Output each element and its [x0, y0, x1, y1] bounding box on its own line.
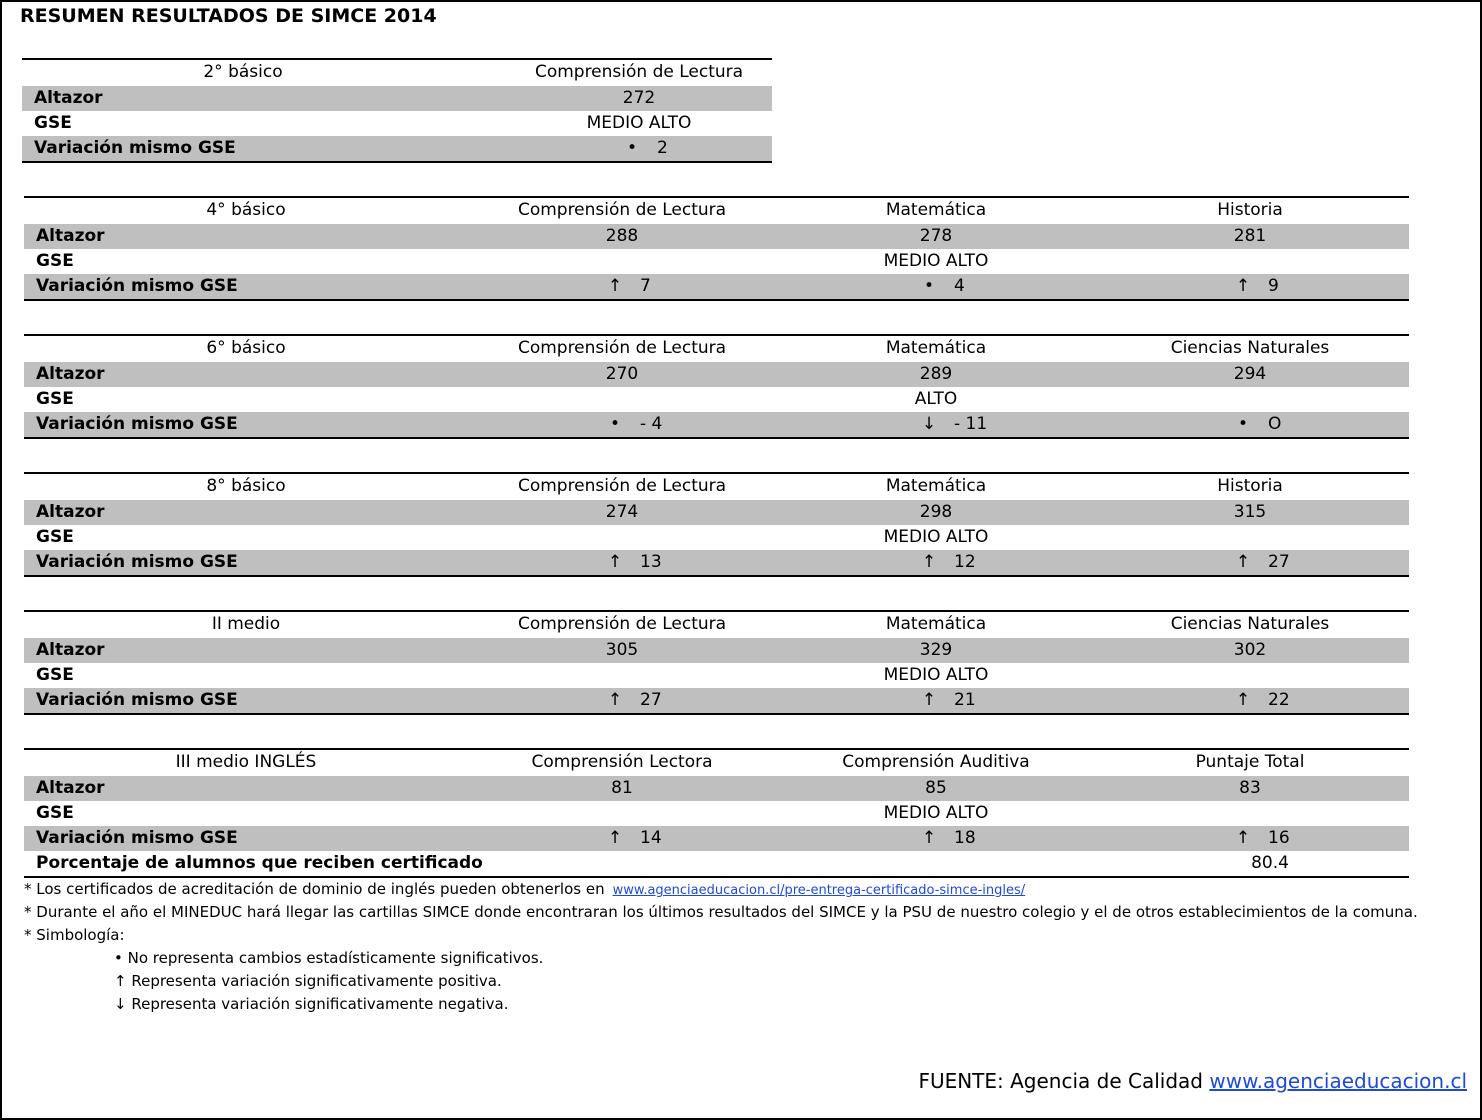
school-score-row [24, 638, 1409, 663]
arrow-up-icon: ↑ [1235, 276, 1251, 296]
score-cell: 278 [919, 226, 953, 246]
score-cell: 85 [925, 778, 947, 798]
variation-cell [1228, 276, 1279, 296]
score-cell: 302 [1233, 640, 1267, 660]
level-label: 4° básico [206, 200, 286, 220]
variation-value: - 11 [954, 414, 988, 434]
source-link[interactable]: www.agenciaeducacion.cl [1209, 1069, 1467, 1093]
variation-cell [1228, 414, 1281, 434]
variation-value: 9 [1268, 276, 1279, 296]
result-table [24, 196, 1409, 301]
subject-header: Comprensión de Lectura [517, 614, 727, 634]
page-title: RESUMEN RESULTADOS DE SIMCE 2014 [20, 5, 437, 27]
variation-row [22, 136, 772, 161]
table-header-row [24, 198, 1409, 224]
row-label-variation: Variación mismo GSE [36, 276, 238, 296]
school-score-row [24, 776, 1409, 801]
score-cell: 329 [919, 640, 953, 660]
subject-header: Historia [1217, 476, 1283, 496]
arrow-up-icon: ↑ [921, 690, 937, 710]
score-cell: 289 [919, 364, 953, 384]
row-label-gse: GSE [36, 251, 74, 271]
source-line [918, 1069, 1467, 1093]
gse-row [22, 111, 772, 136]
school-score-row [22, 86, 772, 111]
score-cell: 315 [1233, 502, 1267, 522]
level-label: 2° básico [203, 62, 283, 82]
subject-header: Puntaje Total [1195, 752, 1305, 772]
source-label: FUENTE: Agencia de Calidad [918, 1069, 1203, 1093]
row-label-school: Altazor [36, 778, 105, 798]
subject-header: Matemática [885, 476, 987, 496]
row-label-gse: GSE [36, 665, 74, 685]
gse-value: MEDIO ALTO [883, 527, 989, 547]
arrow-up-icon: ↑ [607, 552, 623, 572]
row-label-variation: Variación mismo GSE [34, 138, 236, 158]
variation-cell [600, 828, 662, 848]
variation-row [24, 826, 1409, 851]
variation-cell [600, 552, 662, 572]
certificate-link[interactable]: www.agenciaeducacion.cl/pre-entrega-certificado-simce-ingles/ [612, 883, 1026, 898]
variation-value: 27 [640, 690, 662, 710]
school-score-row [24, 362, 1409, 387]
note-symbology: * Simbología: [24, 926, 125, 944]
table-header-row [24, 750, 1409, 776]
variation-cell [914, 276, 965, 296]
variation-cell [914, 414, 987, 434]
gse-value: MEDIO ALTO [883, 251, 989, 271]
subject-header: Comprensión de Lectura [534, 62, 744, 82]
table-header-row [22, 60, 772, 86]
row-label-variation: Variación mismo GSE [36, 690, 238, 710]
variation-value: 21 [954, 690, 976, 710]
variation-value: 13 [640, 552, 662, 572]
variation-value: 7 [640, 276, 651, 296]
variation-value: 27 [1268, 552, 1290, 572]
gse-value: MEDIO ALTO [883, 803, 989, 823]
arrow-up-icon: ↑ [921, 552, 937, 572]
variation-cell [1228, 828, 1290, 848]
variation-value: 2 [657, 138, 668, 158]
row-label-gse: GSE [36, 389, 74, 409]
variation-value: 4 [954, 276, 965, 296]
row-label-gse: GSE [34, 113, 72, 133]
level-label: III medio INGLÉS [175, 752, 317, 772]
table-header-row [24, 612, 1409, 638]
bullet-icon: • [1237, 414, 1249, 434]
note-mineduc: * Durante el año el MINEDUC hará llegar las cartillas SIMCE donde encontraran los últimos resultados del SIMCE y la PSU de nuestro colegio y el de otros establecimientos de la comuna. [24, 903, 1418, 921]
variation-cell [914, 690, 976, 710]
variation-row [24, 412, 1409, 437]
certificate-row [24, 851, 1409, 876]
variation-value: 12 [954, 552, 976, 572]
subject-header: Comprensión Lectora [531, 752, 713, 772]
result-table [24, 472, 1409, 577]
row-label-school: Altazor [34, 88, 103, 108]
table-header-row [24, 336, 1409, 362]
variation-cell [600, 690, 662, 710]
row-label-school: Altazor [36, 502, 105, 522]
subject-header: Matemática [885, 338, 987, 358]
gse-row [24, 249, 1409, 274]
note-certificates-text: * Los certificados de acreditación de dominio de inglés pueden obtenerlos en [24, 880, 605, 898]
row-label-variation: Variación mismo GSE [36, 552, 238, 572]
score-cell: 270 [605, 364, 639, 384]
gse-value: MEDIO ALTO [883, 665, 989, 685]
arrow-up-icon: ↑ [1235, 552, 1251, 572]
subject-header: Matemática [885, 200, 987, 220]
score-cell: 288 [605, 226, 639, 246]
subject-header: Comprensión de Lectura [517, 476, 727, 496]
result-table [22, 58, 772, 163]
arrow-up-icon: ↑ [607, 690, 623, 710]
level-label: 8° básico [206, 476, 286, 496]
bullet-icon: • [609, 414, 621, 434]
variation-value: 16 [1268, 828, 1290, 848]
arrow-down-icon: ↓ [921, 414, 937, 434]
bullet-icon: • [923, 276, 935, 296]
legend-negative: ↓ Representa variación significativamente negativa. [114, 995, 509, 1013]
variation-row [24, 550, 1409, 575]
row-label-variation: Variación mismo GSE [36, 414, 238, 434]
legend-no-change: • No representa cambios estadísticamente significativos. [114, 949, 544, 967]
gse-row [24, 663, 1409, 688]
legend-positive: ↑ Representa variación significativamente positiva. [114, 972, 502, 990]
bullet-icon: • [626, 138, 638, 158]
note-certificates [24, 880, 1025, 898]
variation-cell [600, 414, 662, 434]
score-cell: 83 [1239, 778, 1261, 798]
score-cell: 272 [622, 88, 656, 108]
arrow-up-icon: ↑ [607, 276, 623, 296]
result-table [24, 748, 1409, 878]
table-header-row [24, 474, 1409, 500]
school-score-row [24, 224, 1409, 249]
arrow-up-icon: ↑ [1235, 690, 1251, 710]
level-label: 6° básico [206, 338, 286, 358]
variation-cell [1228, 690, 1290, 710]
arrow-up-icon: ↑ [607, 828, 623, 848]
gse-row [24, 525, 1409, 550]
variation-value: 18 [954, 828, 976, 848]
level-label: II medio [211, 614, 281, 634]
row-label-gse: GSE [36, 527, 74, 547]
variation-value: 14 [640, 828, 662, 848]
score-cell: 81 [611, 778, 633, 798]
variation-cell [617, 138, 668, 158]
variation-cell [914, 828, 976, 848]
subject-header: Ciencias Naturales [1170, 338, 1330, 358]
variation-row [24, 688, 1409, 713]
score-cell: 298 [919, 502, 953, 522]
gse-value: MEDIO ALTO [586, 113, 692, 133]
score-cell: 281 [1233, 226, 1267, 246]
subject-header: Historia [1217, 200, 1283, 220]
arrow-up-icon: ↑ [921, 828, 937, 848]
score-cell: 305 [605, 640, 639, 660]
variation-value: O [1268, 414, 1282, 434]
subject-header: Ciencias Naturales [1170, 614, 1330, 634]
gse-value: ALTO [914, 389, 958, 409]
variation-cell [1228, 552, 1290, 572]
variation-row [24, 274, 1409, 299]
arrow-up-icon: ↑ [1235, 828, 1251, 848]
variation-value: - 4 [640, 414, 663, 434]
row-label-school: Altazor [36, 226, 105, 246]
row-label-gse: GSE [36, 803, 74, 823]
row-label-variation: Variación mismo GSE [36, 828, 238, 848]
subject-header: Matemática [885, 614, 987, 634]
school-score-row [24, 500, 1409, 525]
result-table [24, 334, 1409, 439]
row-label-school: Altazor [36, 364, 105, 384]
row-label-certificate: Porcentaje de alumnos que reciben certificado [36, 853, 483, 873]
subject-header: Comprensión de Lectura [517, 338, 727, 358]
certificate-value: 80.4 [1251, 853, 1289, 873]
score-cell: 274 [605, 502, 639, 522]
variation-cell [600, 276, 651, 296]
row-label-school: Altazor [36, 640, 105, 660]
subject-header: Comprensión de Lectura [517, 200, 727, 220]
result-table [24, 610, 1409, 715]
score-cell: 294 [1233, 364, 1267, 384]
variation-cell [914, 552, 976, 572]
gse-row [24, 801, 1409, 826]
variation-value: 22 [1268, 690, 1290, 710]
gse-row [24, 387, 1409, 412]
subject-header: Comprensión Auditiva [842, 752, 1030, 772]
